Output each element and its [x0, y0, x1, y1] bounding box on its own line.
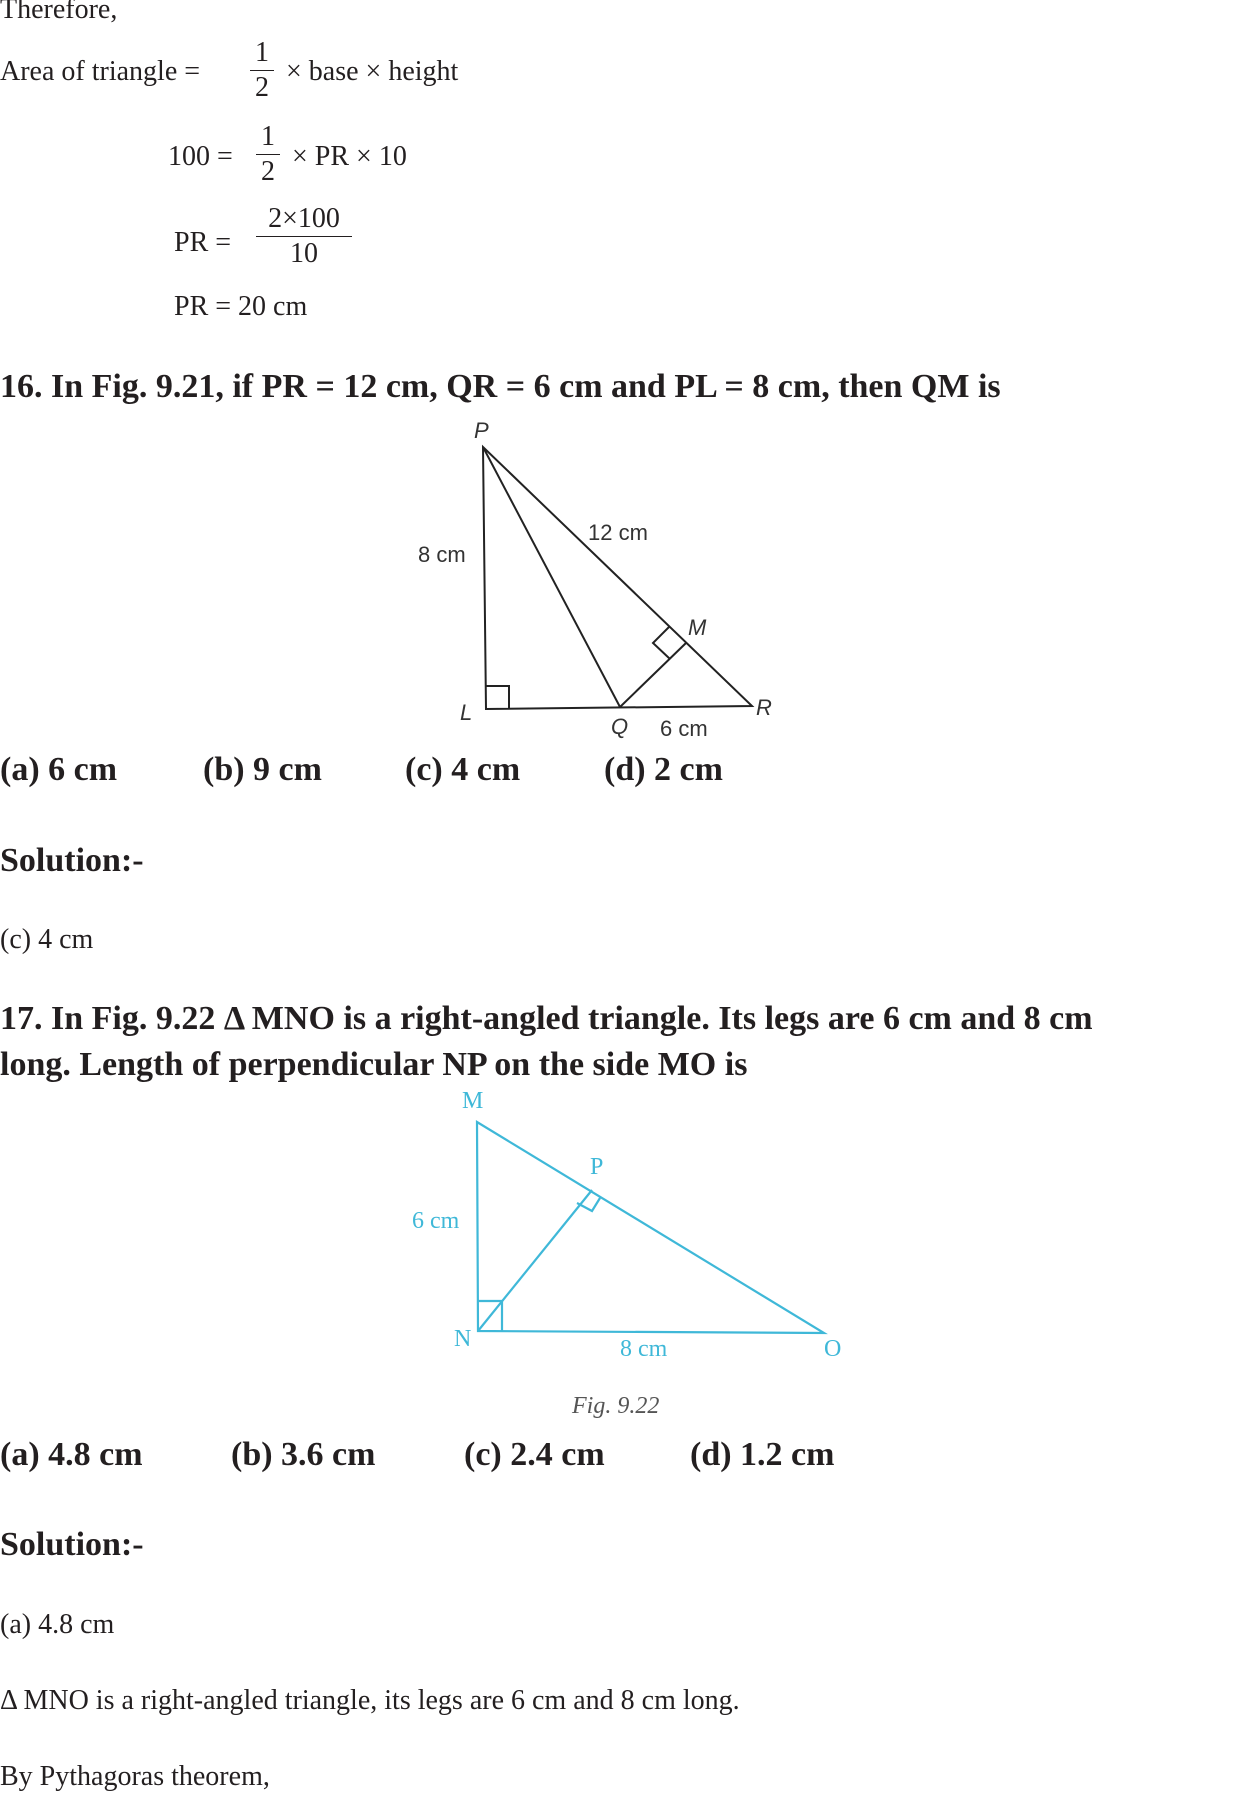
label-r: R — [756, 695, 772, 720]
triangle-mno — [477, 1122, 824, 1333]
segment-np — [478, 1190, 592, 1331]
area-lhs: Area of triangle = — [0, 56, 201, 87]
q17-solution-heading: Solution:- — [0, 1526, 144, 1563]
right-angle-n — [478, 1301, 502, 1331]
right-angle-p — [577, 1198, 600, 1211]
right-angle-m — [653, 627, 670, 659]
label-6cm: 6 cm — [412, 1208, 460, 1234]
denominator: 2 — [255, 72, 269, 103]
denominator: 2 — [261, 156, 275, 187]
label-q: Q — [611, 714, 629, 739]
area-rhs: × base × height — [286, 56, 459, 87]
numerator: 2×100 — [268, 203, 340, 234]
label-n: N — [454, 1326, 472, 1352]
figure-caption: Fig. 9.22 — [572, 1393, 660, 1419]
numerator: 1 — [255, 37, 269, 68]
q16-option-d: (d) 2 cm — [604, 751, 723, 788]
fraction-pr — [256, 204, 352, 269]
therefore-text: Therefore, — [0, 0, 118, 25]
triangle-plr — [483, 447, 752, 709]
q17-solution-line2: By Pythagoras theorem, — [0, 1761, 270, 1792]
eq1-rhs: × PR × 10 — [292, 141, 407, 172]
fraction-half — [250, 38, 274, 103]
q16-solution-heading: Solution:- — [0, 842, 144, 879]
denominator: 10 — [290, 238, 318, 269]
label-8cm: 8 cm — [418, 542, 466, 567]
label-o: O — [824, 1336, 842, 1362]
q17-question-line1: 17. In Fig. 9.22 Δ MNO is a right-angled triangle. Its legs are 6 cm and 8 cm — [0, 1000, 1093, 1037]
q17-option-c: (c) 2.4 cm — [464, 1436, 605, 1473]
label-p: P — [474, 418, 489, 443]
segment-pq — [483, 447, 620, 707]
right-angle-l — [486, 686, 509, 709]
q16-option-b: (b) 9 cm — [203, 751, 322, 788]
label-p: P — [590, 1154, 604, 1180]
segment-qm — [620, 643, 686, 707]
label-m: M — [462, 1088, 484, 1114]
q17-question-line2: long. Length of perpendicular NP on the side MO is — [0, 1046, 748, 1083]
q17-answer: (a) 4.8 cm — [0, 1609, 115, 1640]
label-m: M — [688, 615, 707, 640]
q17-option-b: (b) 3.6 cm — [231, 1436, 376, 1473]
fraction-half-2 — [256, 122, 280, 187]
q17-option-a: (a) 4.8 cm — [0, 1436, 143, 1473]
eq2-lhs: PR = — [174, 227, 232, 258]
numerator: 1 — [261, 121, 275, 152]
label-6cm: 6 cm — [660, 716, 708, 741]
label-12cm: 12 cm — [588, 520, 648, 545]
label-8cm: 8 cm — [620, 1336, 668, 1362]
q17-solution-line1: Δ MNO is a right-angled triangle, its legs are 6 cm and 8 cm long. — [0, 1685, 740, 1716]
q16-option-c: (c) 4 cm — [405, 751, 521, 788]
q17-option-d: (d) 1.2 cm — [690, 1436, 835, 1473]
q16-answer: (c) 4 cm — [0, 924, 94, 955]
q16-question: 16. In Fig. 9.21, if PR = 12 cm, QR = 6 cm and PL = 8 cm, then QM is — [0, 368, 1001, 405]
q16-option-a: (a) 6 cm — [0, 751, 118, 788]
eq1-lhs: 100 = — [168, 141, 233, 172]
eq3: PR = 20 cm — [174, 291, 308, 322]
label-l: L — [460, 700, 473, 725]
